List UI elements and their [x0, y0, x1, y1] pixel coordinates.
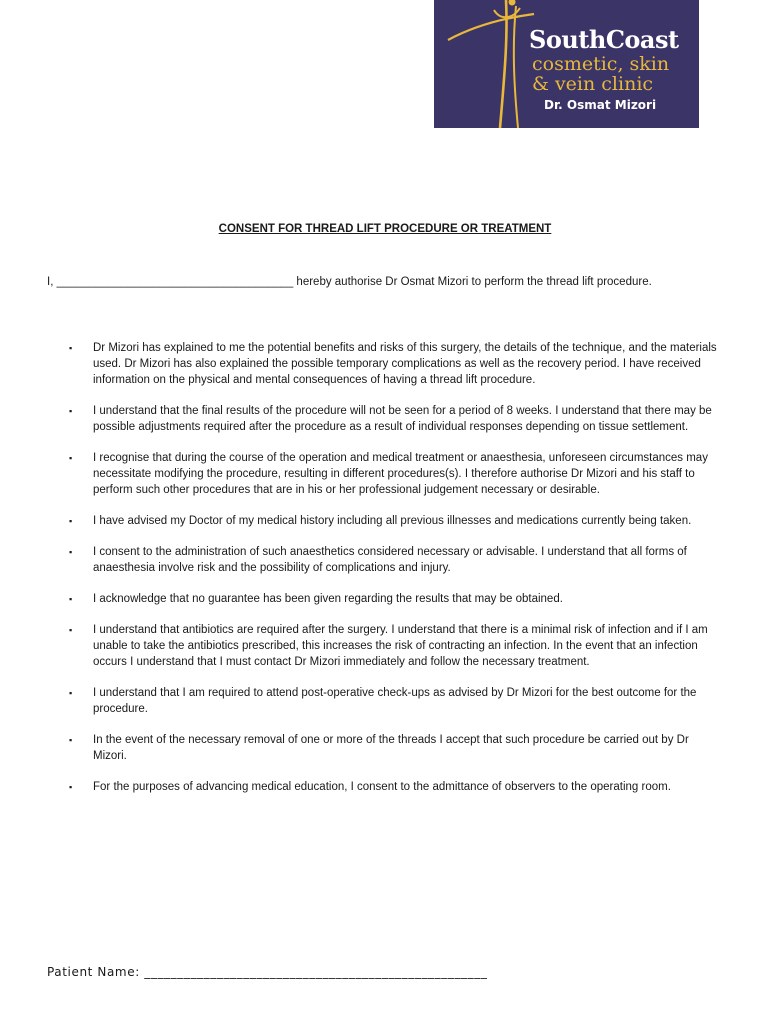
- consent-clause: [0, 450, 725, 498]
- clause-text: For the purposes of advancing medical education, I consent to the admittance of observers to the operating room.: [93, 781, 671, 793]
- consent-clause: [0, 403, 725, 435]
- document-title: CONSENT FOR THREAD LIFT PROCEDURE OR TREATMENT: [218, 223, 552, 235]
- bullet-icon: ▪: [69, 516, 73, 526]
- consent-clause: [0, 591, 725, 607]
- clause-text: I understand that antibiotics are required after the surgery. I understand that there is a minimal risk of infection and if I am unable to take the antibiotics prescribed, this increases the risk of contracting an infection. In the event that an infection occurs I understand that I must contact Dr Mizori immediately and follow the necessary treatment.: [93, 624, 708, 668]
- clause-text: I understand that I am required to attend post-operative check-ups as advised by Dr Mizori for the best outcome for the procedure.: [93, 687, 697, 715]
- bullet-icon: ▪: [69, 735, 73, 745]
- consent-clause: [0, 685, 725, 717]
- clause-text: I understand that the final results of the procedure will not be seen for a period of 8 weeks. I understand that there may be possible adjustments required after the procedure as a result of individual responses depending on tissue settlement.: [93, 405, 712, 433]
- clinic-tagline-2: & vein clinic: [532, 73, 654, 95]
- clinic-brand-name: SouthCoast: [529, 25, 679, 54]
- clinic-doctor-name: Dr. Osmat Mizori: [544, 98, 657, 112]
- bullet-icon: ▪: [69, 453, 73, 463]
- clause-text: I consent to the administration of such anaesthetics considered necessary or advisable. I understand that all forms of anaesthesia involve risk and the possibility of complications and injury.: [93, 546, 687, 574]
- clinic-logo: [434, 0, 699, 128]
- clause-text: I have advised my Doctor of my medical history including all previous illnesses and medications currently being taken.: [93, 515, 692, 527]
- consent-intro: I, _____________________________________ hereby authorise Dr Osmat Mizori to perform the thread lift procedure.: [47, 276, 652, 288]
- bullet-icon: ▪: [69, 782, 73, 792]
- consent-clause: [0, 340, 725, 388]
- consent-clause: [0, 779, 725, 795]
- bullet-icon: ▪: [69, 343, 73, 353]
- clause-text: I acknowledge that no guarantee has been given regarding the results that may be obtained.: [93, 593, 563, 605]
- bullet-icon: ▪: [69, 625, 73, 635]
- bullet-icon: ▪: [69, 594, 73, 604]
- consent-clause: [0, 513, 725, 529]
- bullet-icon: ▪: [69, 406, 73, 416]
- clinic-tagline-1: cosmetic, skin: [532, 53, 670, 75]
- clause-text: I recognise that during the course of the operation and medical treatment or anaesthesia, unforeseen circumstances may necessitate modifying the procedure, resulting in different procedures(s). I therefore authorise Dr Mizori and his staff to perform such other procedures that are in his or her professional judgement necessary or desirable.: [93, 452, 708, 496]
- clause-text: Dr Mizori has explained to me the potential benefits and risks of this surgery, the details of the technique, and the materials used. Dr Mizori has also explained the possible temporary complications as well as the recovery period. I have received information on the physical and mental consequences of having a thread lift procedure.: [93, 342, 717, 386]
- bullet-icon: ▪: [69, 547, 73, 557]
- consent-clause: [0, 544, 725, 576]
- consent-clause: [0, 622, 725, 670]
- consent-clause: [0, 732, 725, 764]
- patient-name-field[interactable]: Patient Name: ____________________________________________________: [47, 965, 488, 979]
- bullet-icon: ▪: [69, 688, 73, 698]
- clause-text: In the event of the necessary removal of one or more of the threads I accept that such procedure be carried out by Dr Mizori.: [93, 734, 689, 762]
- consent-clause-list: [0, 340, 770, 810]
